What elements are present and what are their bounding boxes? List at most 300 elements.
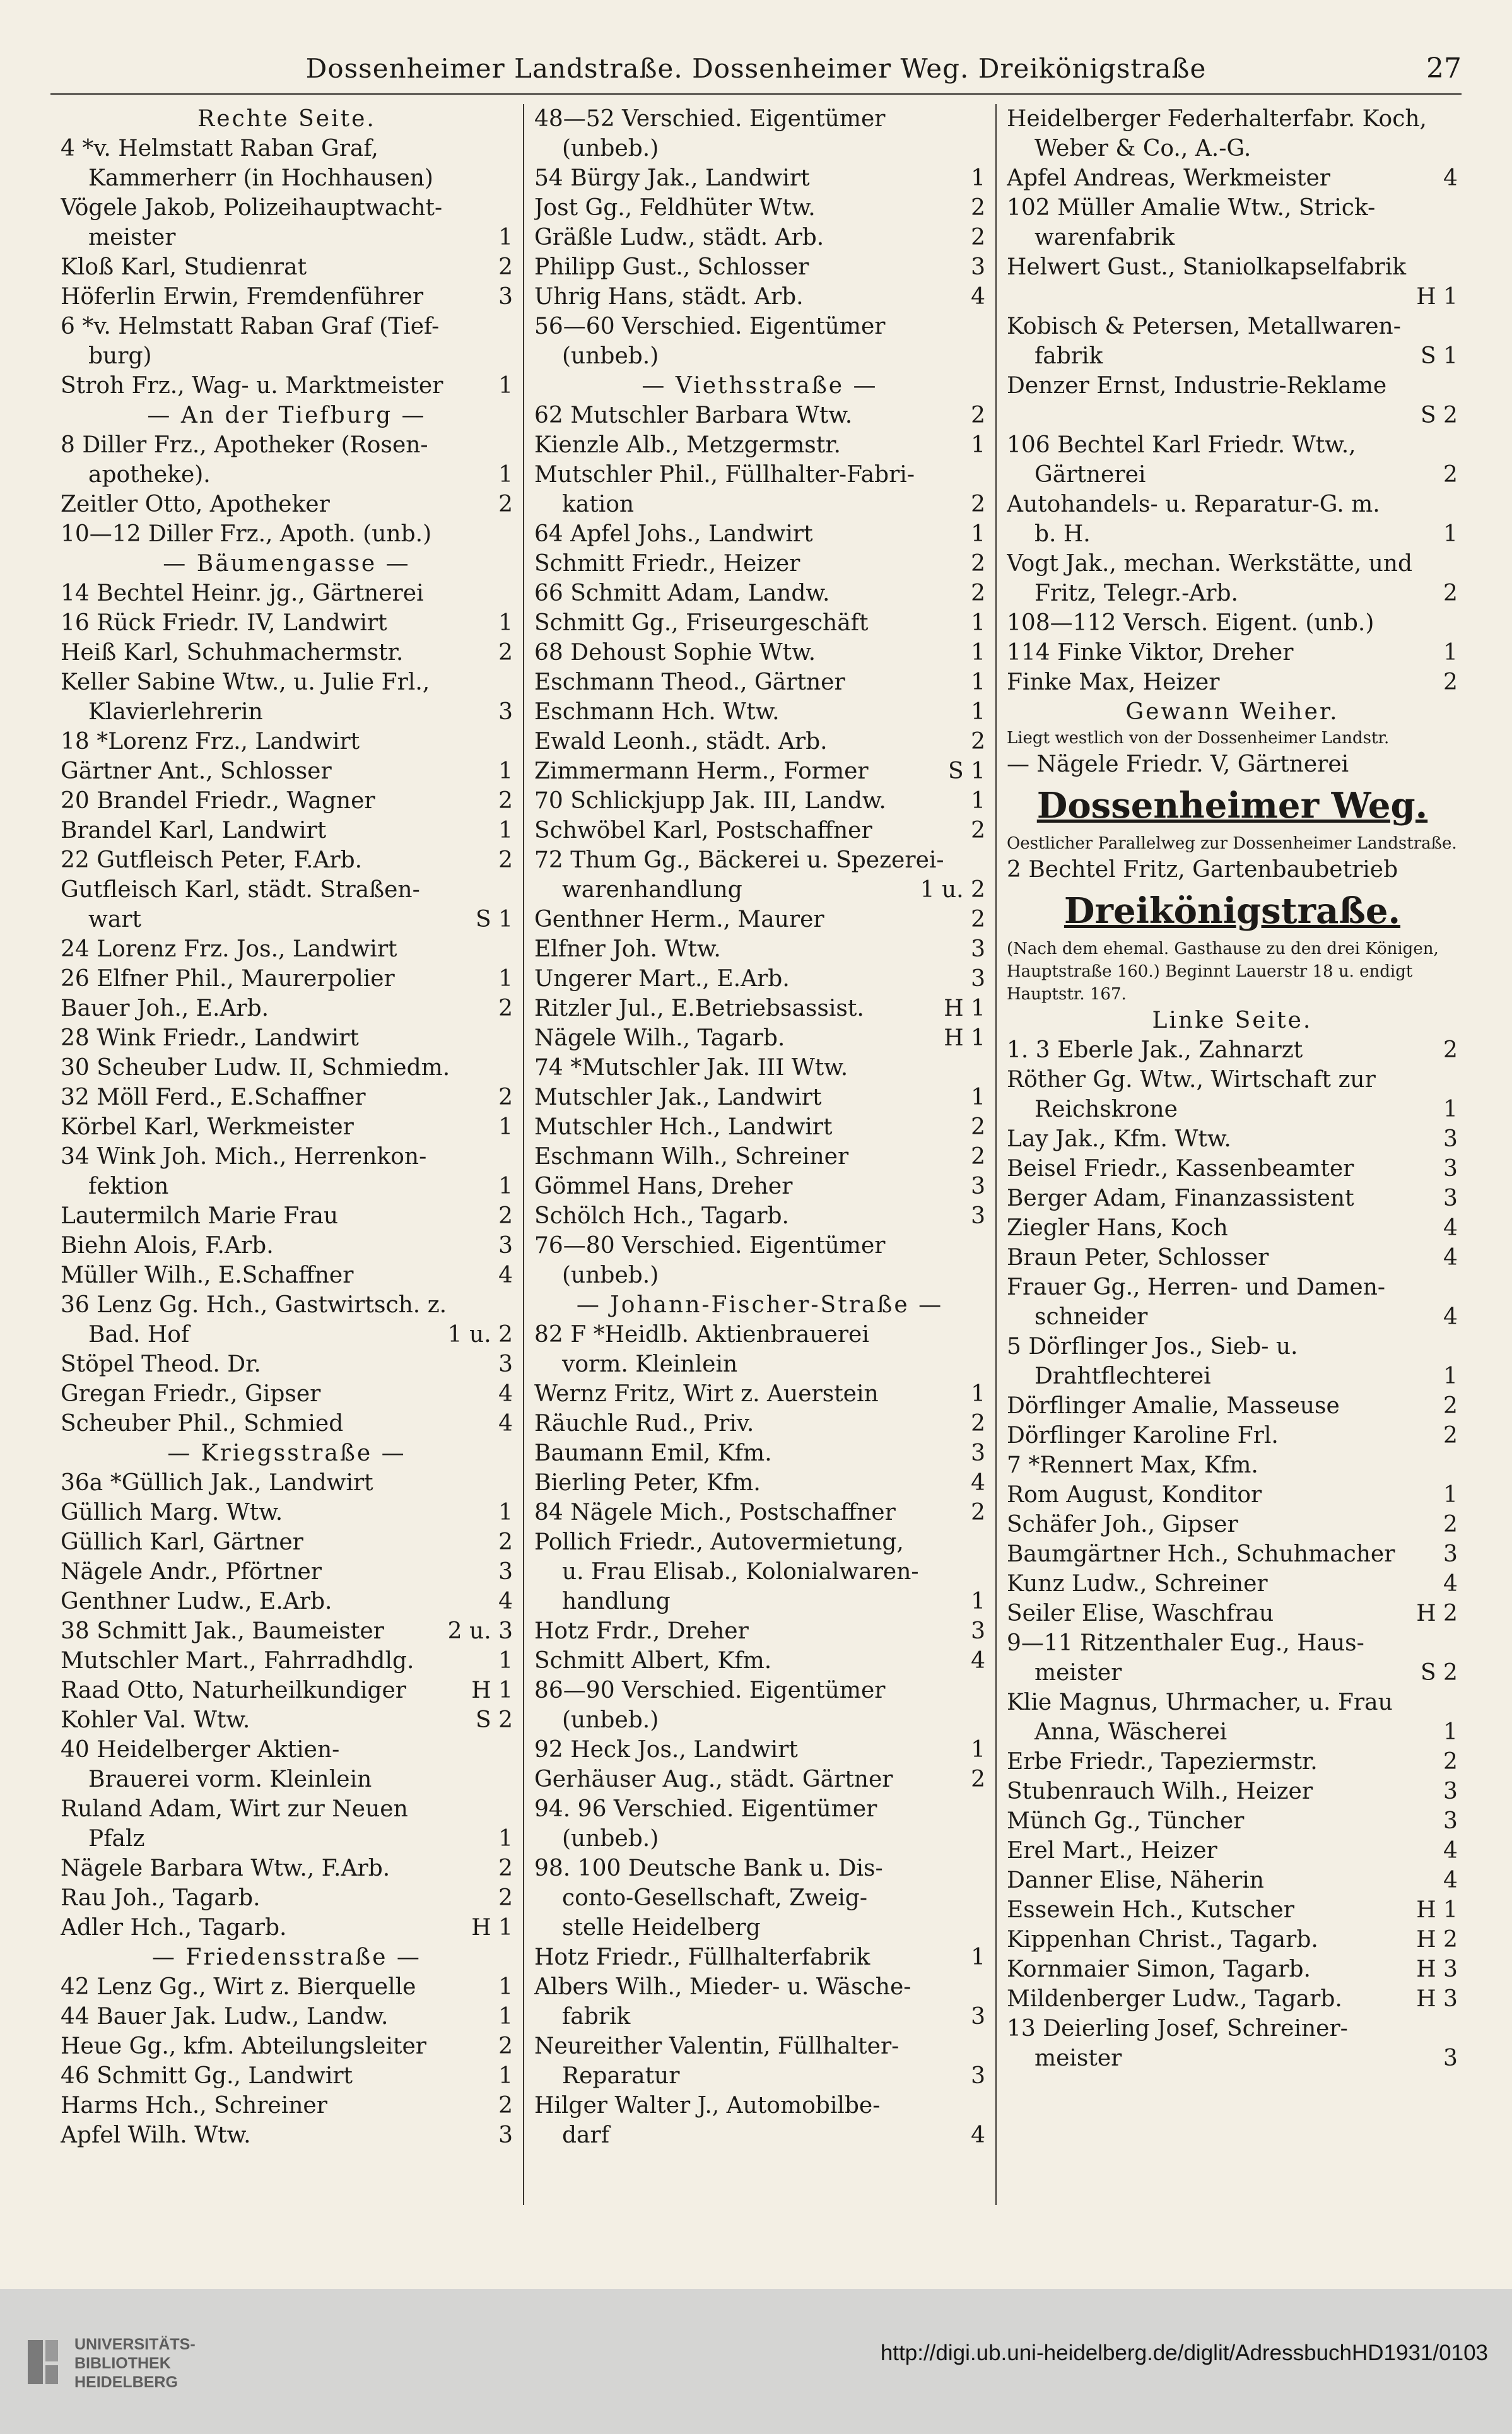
- entry-text: 36 Lenz Gg. Hch., Gastwirtsch. z.: [61, 1292, 447, 1318]
- directory-entry: [534, 2031, 985, 2061]
- directory-entry: [1007, 490, 1458, 519]
- entry-text: Ritzler Jul., E.Betriebsassist.: [534, 996, 864, 1021]
- entry-text: Rechte Seite.: [197, 106, 376, 132]
- entry-floor: 3: [971, 1440, 985, 1466]
- directory-entry: [61, 608, 513, 638]
- directory-entry: [1007, 430, 1458, 460]
- entry-text: — Kriegsstraße —: [167, 1440, 406, 1466]
- entry-text: Pollich Friedr., Autovermietung,: [534, 1529, 904, 1555]
- entry-text: — Friedensstraße —: [152, 1944, 421, 1970]
- directory-entry: [61, 2031, 513, 2061]
- entry-floor: 2: [498, 847, 513, 873]
- entry-text: 6 *v. Helmstatt Raban Graf (Tief-: [61, 314, 440, 339]
- entry-floor: 2: [971, 1114, 985, 1140]
- directory-entry: [534, 697, 985, 727]
- entry-text: Bierling Peter, Kfm.: [534, 1470, 761, 1496]
- entry-text: Vogt Jak., mechan. Werkstätte, und: [1006, 551, 1412, 577]
- entry-floor: 2: [498, 1085, 513, 1110]
- entry-floor: 4: [498, 1589, 513, 1614]
- directory-entry: [1007, 1836, 1458, 1866]
- directory-entry: [534, 1854, 985, 1883]
- directory-columns: [50, 104, 1468, 2205]
- entry-floor: 1: [498, 1648, 513, 1674]
- entry-text: — An der Tiefburg —: [147, 403, 426, 428]
- directory-entry: [61, 727, 513, 756]
- directory-entry: [1007, 312, 1458, 341]
- entry-text: Münch Gg., Tüncher: [1006, 1808, 1245, 1834]
- entry-text: 92 Heck Jos., Landwirt: [534, 1737, 798, 1763]
- directory-entry: [1007, 1302, 1458, 1332]
- section-heading: [534, 371, 985, 401]
- entry-text: Mildenberger Ludw., Tagarb.: [1006, 1986, 1342, 2012]
- entry-text: Apfel Andreas, Werkmeister: [1006, 165, 1330, 191]
- entry-text: Gömmel Hans, Dreher: [534, 1173, 793, 1199]
- section-heading: [1007, 1006, 1458, 1035]
- entry-text: Bauer Joh., E.Arb.: [61, 996, 269, 1021]
- entry-floor: 2: [1443, 1037, 1458, 1063]
- entry-text: Schmitt Friedr., Heizer: [534, 551, 800, 577]
- directory-entry: [1007, 549, 1458, 579]
- entry-floor: S 1: [947, 758, 985, 784]
- entry-text: 22 Gutfleisch Peter, F.Arb.: [61, 847, 363, 873]
- directory-entry: [61, 1468, 513, 1498]
- entry-text: 10—12 Diller Frz., Apoth. (unb.): [61, 521, 432, 547]
- directory-entry: [1007, 1154, 1458, 1184]
- entry-text: 8 Diller Frz., Apotheker (Rosen-: [61, 432, 428, 458]
- entry-text: Nägele Andr., Pförtner: [61, 1559, 322, 1585]
- directory-entry: [534, 282, 985, 312]
- entry-text: Helwert Gust., Staniolkapselfabrik: [1006, 254, 1407, 280]
- directory-entry: [534, 2002, 985, 2031]
- entry-text: Gräßle Ludw., städt. Arb.: [534, 225, 824, 250]
- directory-entry: [61, 252, 513, 282]
- entry-floor: 2: [498, 1885, 513, 1911]
- street-title: [1007, 779, 1458, 832]
- directory-entry: [1007, 1184, 1458, 1213]
- directory-entry: [1007, 579, 1458, 608]
- entry-text: 68 Dehoust Sophie Wtw.: [534, 640, 816, 666]
- directory-entry: [534, 816, 985, 845]
- directory-entry: [61, 1646, 513, 1676]
- entry-floor: 1: [498, 225, 513, 250]
- entry-floor: 1: [1443, 640, 1458, 666]
- entry-floor: H 3: [1416, 1956, 1458, 1982]
- directory-entry: [1007, 1717, 1458, 1747]
- entry-text: fabrik: [561, 2004, 631, 2030]
- entry-text: Höferlin Erwin, Fremdenführer: [61, 284, 424, 310]
- directory-entry: [61, 519, 513, 549]
- entry-floor: 2: [498, 788, 513, 814]
- entry-text: Denzer Ernst, Industrie-Reklame: [1006, 373, 1387, 399]
- directory-entry: [61, 1972, 513, 2002]
- directory-entry: [534, 1676, 985, 1705]
- directory-entry: [1007, 1035, 1458, 1065]
- library-emblem-icon: [24, 2335, 62, 2392]
- entry-text: Neureither Valentin, Füllhalter-: [534, 2033, 900, 2059]
- directory-entry: [61, 1053, 513, 1083]
- entry-floor: 3: [971, 254, 985, 280]
- entry-text: Dörflinger Karoline Frl.: [1006, 1423, 1279, 1449]
- entry-text: Eschmann Wilh., Schreiner: [534, 1144, 849, 1170]
- directory-entry: [61, 1854, 513, 1883]
- directory-entry: [61, 638, 513, 667]
- directory-entry: [1007, 134, 1458, 163]
- directory-entry: [61, 430, 513, 460]
- entry-text: Gerhäuser Aug., städt. Gärtner: [534, 1767, 893, 1792]
- entry-text: Mutschler Jak., Landwirt: [534, 1085, 822, 1110]
- entry-floor: 3: [971, 1203, 985, 1229]
- entry-text: Lautermilch Marie Frau: [61, 1203, 339, 1229]
- directory-entry: [61, 1587, 513, 1616]
- directory-entry: [534, 875, 985, 905]
- directory-entry: [61, 134, 513, 163]
- directory-entry: [1007, 667, 1458, 697]
- entry-floor: 3: [971, 936, 985, 962]
- entry-text: Stubenrauch Wilh., Heizer: [1006, 1778, 1313, 1804]
- entry-text: 74 *Mutschler Jak. III Wtw.: [534, 1055, 848, 1081]
- directory-entry: [61, 845, 513, 875]
- directory-entry: [534, 1172, 985, 1201]
- entry-floor: 1: [971, 1381, 985, 1407]
- entry-text: 102 Müller Amalie Wtw., Strick-: [1006, 195, 1376, 221]
- entry-text: 62 Mutschler Barbara Wtw.: [534, 403, 853, 428]
- entry-text: (unbeb.): [561, 1262, 659, 1288]
- entry-text: Gutfleisch Karl, städt. Straßen-: [61, 877, 420, 903]
- entry-floor: 2: [1443, 669, 1458, 695]
- entry-text: Gärtner Ant., Schlosser: [61, 758, 332, 784]
- directory-entry: [1007, 1361, 1458, 1391]
- entry-text: Kornmaier Simon, Tagarb.: [1006, 1956, 1311, 1982]
- entry-text: Bad. Hof: [88, 1322, 190, 1348]
- entry-text: Klie Magnus, Uhrmacher, u. Frau: [1006, 1690, 1393, 1715]
- directory-entry: [1007, 750, 1458, 779]
- entry-text: Hotz Frdr., Dreher: [534, 1618, 749, 1644]
- directory-entry: [1007, 1955, 1458, 1984]
- entry-floor: 2: [1443, 1512, 1458, 1537]
- directory-entry: [1007, 638, 1458, 667]
- directory-entry: [1007, 1095, 1458, 1124]
- entry-text: Kienzle Alb., Metzgermstr.: [534, 432, 841, 458]
- entry-text: fektion: [88, 1173, 169, 1199]
- directory-entry: [1007, 519, 1458, 549]
- directory-entry: [534, 104, 985, 134]
- entry-text: apotheke).: [88, 462, 211, 488]
- entry-text: 1. 3 Eberle Jak., Zahnarzt: [1006, 1037, 1303, 1063]
- page-running-title: Dossenheimer Landstraße. Dossenheimer Weg. Dreikönigstraße: [305, 52, 1207, 84]
- entry-text: Klavierlehrerin: [88, 699, 263, 725]
- entry-floor: S 1: [475, 907, 513, 932]
- entry-text: Eschmann Hch. Wtw.: [534, 699, 780, 725]
- entry-floor: 2: [971, 1767, 985, 1792]
- directory-entry: [534, 2061, 985, 2091]
- directory-entry: [534, 490, 985, 519]
- entry-floor: 3: [498, 284, 513, 310]
- entry-text: Drahtflechterei: [1034, 1363, 1211, 1389]
- entry-floor: 1: [498, 2004, 513, 2030]
- directory-entry: [1007, 193, 1458, 223]
- entry-floor: 3: [971, 2063, 985, 2089]
- entry-floor: 3: [498, 2122, 513, 2148]
- entry-floor: H 2: [1416, 1601, 1458, 1626]
- entry-text: 30 Scheuber Ludw. II, Schmiedm.: [61, 1055, 450, 1081]
- directory-entry: [534, 1142, 985, 1172]
- directory-column-1: [50, 104, 523, 2205]
- entry-floor: 1: [1443, 1482, 1458, 1508]
- directory-entry: [534, 934, 985, 964]
- directory-entry: [61, 667, 513, 697]
- entry-text: 106 Bechtel Karl Friedr. Wtw.,: [1006, 432, 1356, 458]
- entry-floor: 4: [1443, 165, 1458, 191]
- directory-entry: [1007, 1806, 1458, 1836]
- source-url-link[interactable]: http://digi.ub.uni-heidelberg.de/diglit/AdressbuchHD1931/0103: [880, 2341, 1488, 2365]
- directory-entry: [534, 1320, 985, 1349]
- page-header: [50, 43, 1462, 95]
- directory-entry: [61, 1023, 513, 1053]
- entry-text: (Nach dem ehemal. Gasthause zu den drei Königen, Hauptstraße 160.) Beginnt Lauerstr 18 u. endigt Hauptstr. 167.: [1006, 939, 1439, 1004]
- entry-text: Dreikönigstraße.: [1064, 890, 1401, 932]
- entry-floor: 2: [971, 225, 985, 250]
- entry-text: Baumgärtner Hch., Schuhmacher: [1006, 1541, 1395, 1567]
- entry-floor: 1: [971, 1085, 985, 1110]
- entry-floor: 2: [1443, 1749, 1458, 1775]
- directory-entry: [1007, 608, 1458, 638]
- entry-text: (unbeb.): [561, 1707, 659, 1733]
- entry-floor: 2: [498, 996, 513, 1021]
- directory-entry: [534, 1883, 985, 1913]
- entry-text: 72 Thum Gg., Bäckerei u. Spezerei-: [534, 847, 944, 873]
- entry-text: Dossenheimer Weg.: [1036, 785, 1428, 826]
- directory-entry: [61, 579, 513, 608]
- entry-text: Erel Mart., Heizer: [1006, 1838, 1217, 1864]
- entry-floor: 1: [971, 1944, 985, 1970]
- entry-text: 42 Lenz Gg., Wirt z. Bierquelle: [61, 1974, 416, 2000]
- entry-text: Beisel Friedr., Kassenbeamter: [1006, 1156, 1354, 1182]
- entry-text: Fritz, Telegr.-Arb.: [1034, 580, 1238, 606]
- directory-entry: [534, 134, 985, 163]
- entry-floor: 2: [498, 640, 513, 666]
- directory-entry: [534, 1231, 985, 1261]
- directory-entry: [534, 1379, 985, 1409]
- entry-text: Genthner Herm., Maurer: [534, 907, 824, 932]
- entry-text: darf: [561, 2122, 610, 2148]
- entry-floor: 3: [498, 699, 513, 725]
- entry-text: 18 *Lorenz Frz., Landwirt: [61, 729, 360, 755]
- directory-entry: [61, 875, 513, 905]
- entry-floor: 1: [971, 521, 985, 547]
- entry-text: 32 Möll Ferd., E.Schaffner: [61, 1085, 366, 1110]
- directory-entry: [61, 1379, 513, 1409]
- entry-text: 54 Bürgy Jak., Landwirt: [534, 165, 810, 191]
- directory-entry: [534, 1972, 985, 2002]
- section-heading: [61, 549, 513, 579]
- directory-entry: [61, 905, 513, 934]
- entry-floor: 4: [498, 1262, 513, 1288]
- entry-text: Seiler Elise, Waschfrau: [1006, 1601, 1274, 1626]
- directory-entry: [1007, 1599, 1458, 1628]
- entry-text: 2 Bechtel Fritz, Gartenbaubetrieb: [1006, 857, 1398, 883]
- directory-entry: [61, 371, 513, 401]
- entry-text: Mutschler Hch., Landwirt: [534, 1114, 833, 1140]
- directory-entry: [61, 2091, 513, 2120]
- directory-entry: [61, 1557, 513, 1587]
- entry-floor: 1: [971, 669, 985, 695]
- directory-entry: [1007, 371, 1458, 401]
- entry-floor: 2: [971, 551, 985, 577]
- entry-floor: 2: [498, 1855, 513, 1881]
- entry-floor: 3: [498, 1233, 513, 1259]
- directory-entry: [1007, 1688, 1458, 1717]
- entry-text: Frauer Gg., Herren- und Damen-: [1006, 1274, 1386, 1300]
- entry-text: 4 *v. Helmstatt Raban Graf,: [61, 136, 378, 162]
- directory-entry: [1007, 1243, 1458, 1273]
- entry-floor: 1: [1443, 1096, 1458, 1122]
- entry-floor: 3: [971, 2004, 985, 2030]
- entry-floor: 2: [1443, 1423, 1458, 1449]
- entry-text: Müller Wilh., E.Schaffner: [61, 1262, 354, 1288]
- entry-floor: 4: [1443, 1304, 1458, 1330]
- entry-text: Linke Seite.: [1152, 1008, 1313, 1033]
- directory-entry: [61, 1320, 513, 1349]
- entry-floor: 2: [498, 1529, 513, 1555]
- directory-entry: [61, 964, 513, 994]
- entry-text: Güllich Marg. Wtw.: [61, 1500, 283, 1526]
- entry-text: meister: [1034, 2045, 1122, 2071]
- entry-text: Danner Elise, Näherin: [1006, 1867, 1264, 1893]
- entry-text: warenfabrik: [1034, 225, 1175, 250]
- directory-entry: [1007, 163, 1458, 193]
- entry-floor: 4: [1443, 1867, 1458, 1893]
- entry-text: 26 Elfner Phil., Maurerpolier: [61, 966, 395, 992]
- directory-entry: [61, 282, 513, 312]
- directory-entry: [1007, 1628, 1458, 1658]
- entry-text: 44 Bauer Jak. Ludw., Landw.: [61, 2004, 389, 2030]
- entry-text: Apfel Wilh. Wtw.: [61, 2122, 251, 2148]
- directory-entry: [61, 1142, 513, 1172]
- entry-text: Kippenhan Christ., Tagarb.: [1006, 1927, 1318, 1953]
- entry-floor: 1: [1443, 521, 1458, 547]
- entry-floor: 1: [971, 432, 985, 458]
- entry-text: Schwöbel Karl, Postschaffner: [534, 818, 872, 844]
- entry-text: Essewein Hch., Kutscher: [1006, 1897, 1294, 1923]
- directory-entry: [1007, 1895, 1458, 1925]
- entry-text: 66 Schmitt Adam, Landw.: [534, 580, 830, 606]
- entry-text: — Viethsstraße —: [642, 373, 878, 399]
- entry-text: 76—80 Verschied. Eigentümer: [534, 1233, 886, 1259]
- entry-text: Wernz Fritz, Wirt z. Auerstein: [534, 1381, 879, 1407]
- entry-floor: S 2: [1420, 1660, 1458, 1686]
- entry-text: 5 Dörflinger Jos., Sieb- u.: [1006, 1334, 1298, 1360]
- directory-entry: [1007, 401, 1458, 430]
- directory-entry: [1007, 1510, 1458, 1539]
- entry-floor: 1: [971, 640, 985, 666]
- entry-text: Schölch Hch., Tagarb.: [534, 1203, 789, 1229]
- entry-floor: 3: [498, 1351, 513, 1377]
- directory-entry: [61, 1172, 513, 1201]
- directory-entry: [534, 1913, 985, 1943]
- entry-floor: 1: [498, 2063, 513, 2089]
- entry-text: Dörflinger Amalie, Masseuse: [1006, 1393, 1340, 1419]
- entry-floor: 2: [498, 254, 513, 280]
- section-heading: [61, 1438, 513, 1468]
- directory-entry: [534, 1023, 985, 1053]
- entry-text: meister: [88, 225, 176, 250]
- directory-entry: [61, 1290, 513, 1320]
- entry-text: Güllich Karl, Gärtner: [61, 1529, 303, 1555]
- entry-text: 82 F *Heidlb. Aktienbrauerei: [534, 1322, 869, 1348]
- entry-floor: 2: [971, 491, 985, 517]
- entry-text: Anna, Wäscherei: [1034, 1719, 1228, 1745]
- entry-floor: 2: [971, 1500, 985, 1526]
- entry-text: kation: [561, 491, 635, 517]
- entry-text: Schmitt Albert, Kfm.: [534, 1648, 772, 1674]
- entry-floor: 4: [1443, 1245, 1458, 1271]
- entry-text: Zeitler Otto, Apotheker: [61, 491, 330, 517]
- directory-entry: [61, 1112, 513, 1142]
- directory-entry: [534, 1083, 985, 1112]
- entry-floor: H 1: [944, 1025, 985, 1051]
- directory-entry: [1007, 1450, 1458, 1480]
- entry-text: Kloß Karl, Studienrat: [61, 254, 307, 280]
- entry-floor: 2: [971, 818, 985, 844]
- entry-floor: 3: [1443, 1126, 1458, 1152]
- directory-entry: [534, 1498, 985, 1527]
- entry-text: Brandel Karl, Landwirt: [61, 818, 327, 844]
- entry-text: 64 Apfel Johs., Landwirt: [534, 521, 813, 547]
- library-name-line-3: HEIDELBERG: [74, 2373, 178, 2391]
- entry-floor: 1: [971, 165, 985, 191]
- entry-floor: 1: [498, 1826, 513, 1852]
- entry-floor: 4: [1443, 1571, 1458, 1597]
- entry-text: Heue Gg., kfm. Abteilungsleiter: [61, 2033, 426, 2059]
- entry-text: (unbeb.): [561, 136, 659, 162]
- section-heading: [1007, 697, 1458, 727]
- entry-text: Autohandels- u. Reparatur-G. m.: [1006, 491, 1380, 517]
- directory-entry: [61, 193, 513, 223]
- street-note: [1007, 832, 1458, 855]
- entry-floor: 2: [498, 1203, 513, 1229]
- entry-text: 94. 96 Verschied. Eigentümer: [534, 1796, 877, 1822]
- entry-floor: 1: [971, 788, 985, 814]
- directory-entry: [61, 1083, 513, 1112]
- directory-entry: [61, 994, 513, 1023]
- directory-entry: [534, 1616, 985, 1646]
- entry-text: Vögele Jakob, Polizeihauptwacht-: [61, 195, 443, 221]
- directory-entry: [534, 667, 985, 697]
- entry-text: Ruland Adam, Wirt zur Neuen: [61, 1796, 408, 1822]
- entry-text: wart: [88, 907, 141, 932]
- entry-floor: S 2: [475, 1707, 513, 1733]
- directory-entry: [1007, 1777, 1458, 1806]
- entry-text: Eschmann Theod., Gärtner: [534, 669, 845, 695]
- entry-floor: 2: [971, 1411, 985, 1437]
- directory-entry: [61, 1527, 513, 1557]
- entry-floor: 4: [498, 1381, 513, 1407]
- entry-floor: 4: [498, 1411, 513, 1437]
- directory-entry: [61, 2002, 513, 2031]
- directory-entry: [61, 1409, 513, 1438]
- entry-floor: 2: [971, 195, 985, 221]
- directory-entry: [534, 252, 985, 282]
- entry-text: vorm. Kleinlein: [561, 1351, 738, 1377]
- entry-text: conto-Gesellschaft, Zweig-: [561, 1885, 867, 1911]
- entry-floor: 1: [1443, 1363, 1458, 1389]
- entry-floor: 1: [498, 818, 513, 844]
- entry-floor: S 2: [1420, 403, 1458, 428]
- entry-text: warenhandlung: [561, 877, 742, 903]
- directory-entry: [1007, 1124, 1458, 1154]
- directory-entry: [1007, 341, 1458, 371]
- directory-entry: [61, 1231, 513, 1261]
